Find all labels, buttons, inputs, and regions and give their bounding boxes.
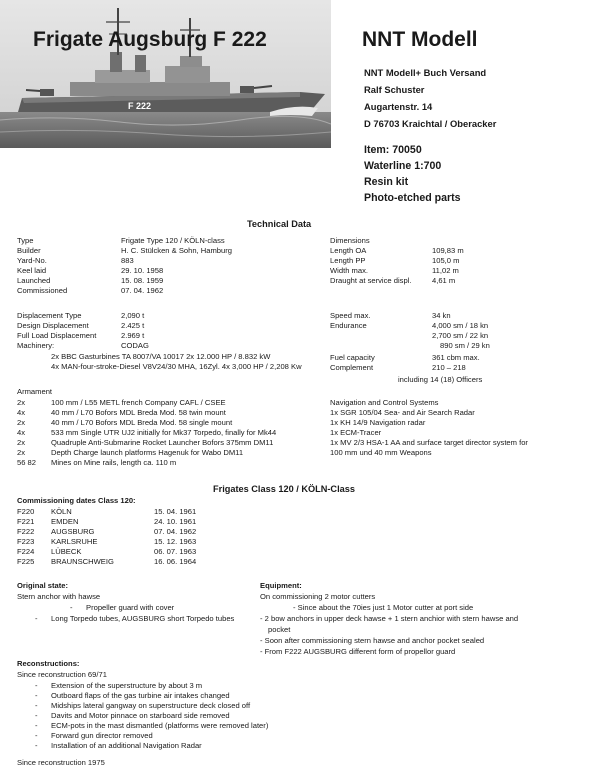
- fuel-label: Complement: [330, 363, 374, 372]
- item-material: Resin kit: [364, 176, 409, 188]
- reconstruction-dashes: [35, 681, 38, 751]
- ship-name: BRAUNSCHWEIG: [51, 557, 114, 566]
- perf-value: 34 kn: [432, 311, 451, 320]
- reconstruction-since: Since reconstruction 1975: [17, 758, 105, 767]
- nav-item: 100 mm und 40 mm Weapons: [330, 448, 432, 457]
- equipment-line: - Soon after commissioning stern hawse and anchor pocket sealed: [260, 636, 485, 645]
- address-line: NNT Modell+ Buch Versand: [364, 67, 487, 78]
- reconstruction-item: ECM-pots in the mast dismantled (platforms were removed later): [51, 721, 269, 730]
- perf-value: 2,700 sm / 22 kn: [432, 331, 489, 340]
- general-values: [121, 236, 232, 296]
- ship-name: EMDEN: [51, 517, 79, 526]
- fuel-values: [432, 353, 480, 373]
- armament-desc: 40 mm / L70 Bofors MDL Breda Mod. 58 single mount: [51, 418, 233, 427]
- armament-counts: [17, 398, 36, 468]
- performance-values: [432, 311, 490, 351]
- equipment-text: 2 bow anchors in upper deck hawse + 1 stern anchior with stern hawse and: [264, 614, 519, 623]
- ship-id: F220: [17, 507, 35, 516]
- address-line: Ralf Schuster: [364, 84, 425, 95]
- spec-value: 29. 10. 1958: [121, 266, 164, 275]
- perf-label: Speed max.: [330, 311, 371, 320]
- dim-value: 105,0 m: [432, 256, 460, 265]
- disp-label: Displacement Type: [17, 311, 82, 320]
- original-line: Stern anchor with hawse: [17, 592, 101, 601]
- ship-date: 07. 04. 1962: [154, 527, 197, 536]
- dimensions-values: [432, 246, 464, 286]
- ship-id: F224: [17, 547, 35, 556]
- armament-heading: Armament: [17, 387, 53, 396]
- spec-label: Keel laid: [17, 266, 47, 275]
- original-dash: -: [35, 614, 38, 623]
- perf-label: Endurance: [330, 321, 367, 330]
- spec-label: Commissioned: [17, 286, 68, 295]
- equipment-line: On commissioning 2 motor cutters: [260, 592, 376, 601]
- armament-desc: 100 mm / L55 METL french Company CAFL / CSEE: [51, 398, 226, 407]
- fuel-label: Fuel capacity: [330, 353, 375, 362]
- dash: -: [35, 701, 38, 710]
- dash: -: [35, 741, 38, 750]
- spec-value: 07. 04. 1962: [121, 286, 164, 295]
- disp-value: 2.425 t: [121, 321, 145, 330]
- ship-name: KARLSRUHE: [51, 537, 98, 546]
- original-state-heading: Original state:: [17, 581, 69, 590]
- fuel-value: 210 – 218: [432, 363, 466, 372]
- ship-date: 24. 10. 1961: [154, 517, 197, 526]
- reconstruction-item: Forward gun director removed: [51, 731, 153, 740]
- dim-label: Draught at service displ.: [330, 276, 412, 285]
- ship-id: F221: [17, 517, 35, 526]
- dim-value: 11,02 m: [432, 266, 459, 275]
- armament-desc: Depth Charge launch platforms Hagenuk for Wabo DM11: [51, 448, 244, 457]
- dim-value: 109,83 m: [432, 246, 464, 255]
- equipment-line: - From F222 AUGSBURG different form of propellor guard: [260, 647, 456, 656]
- perf-label: [330, 331, 371, 341]
- nav-heading: Navigation and Control Systems: [330, 398, 439, 407]
- ship-name: LÜBECK: [51, 547, 82, 556]
- original-line: Propeller guard with cover: [86, 603, 175, 612]
- brand-name: NNT Modell: [362, 28, 478, 51]
- section-heading-technical: Technical Data: [247, 219, 312, 229]
- armament-count: 2x: [17, 438, 26, 447]
- ship-id: F222: [17, 527, 35, 536]
- equipment-heading: Equipment:: [260, 581, 302, 590]
- dimensions-heading: Dimensions: [330, 236, 370, 245]
- original-dash: -: [70, 603, 73, 612]
- reconstruction-item: Davits and Motor pinnace on starboard side removed: [51, 711, 230, 720]
- equipment-line: pocket: [268, 625, 291, 634]
- reconstruction-item: Outboard flaps of the gas turbine air intakes changed: [51, 691, 230, 700]
- ship-name: KÖLN: [51, 507, 72, 516]
- fuel-labels: [330, 353, 375, 373]
- perf-value: 890 sm / 29 kn: [440, 341, 490, 350]
- reconstruction-items: [51, 681, 268, 751]
- armament-count: 2x: [17, 448, 26, 457]
- machinery-line: 2x BBC Gasturbines TA 8007/VA 10017 2x 12.000 HP / 8.832 kW: [51, 352, 271, 361]
- nav-item: 1x SGR 105/04 Sea- and Air Search Radar: [330, 408, 475, 417]
- commissioning-heading: Commissioning dates Class 120:: [17, 496, 136, 505]
- fuel-value: 361 cbm max.: [432, 353, 480, 362]
- performance-labels: [330, 311, 371, 351]
- spec-label: Builder: [17, 246, 41, 255]
- armament-count: 2x: [17, 398, 26, 407]
- dash: -: [35, 731, 38, 740]
- dash: -: [35, 681, 38, 690]
- address-line: Augartenstr. 14: [364, 101, 433, 112]
- dash: -: [35, 711, 38, 720]
- machinery-line: 4x MAN-four-stroke-Diesel V8V24/30 MHA, 16Zyl. 4x 3,000 HP / 2,208 Kw: [51, 362, 302, 371]
- nav-item: 1x MV 2/3 HSA-1 AA and surface target director system for: [330, 438, 528, 447]
- ship-id: F225: [17, 557, 35, 566]
- armament-count: 56 82: [17, 458, 37, 467]
- dim-label: Length PP: [330, 256, 366, 265]
- ship-date: 06. 07. 1963: [154, 547, 197, 556]
- disp-label: Design Displacement: [17, 321, 89, 330]
- disp-label: Machinery:: [17, 341, 55, 350]
- ship-date: 15. 04. 1961: [154, 507, 197, 516]
- armament-count: 2x: [17, 418, 26, 427]
- ship-date: 16. 06. 1964: [154, 557, 197, 566]
- item-parts: Photo-etched parts: [364, 192, 461, 204]
- ship-id: F223: [17, 537, 35, 546]
- perf-value: 4,000 sm / 18 kn: [432, 321, 489, 330]
- reconstruction-since: Since reconstruction 69/71: [17, 670, 107, 679]
- nav-item: 1x ECM-Tracer: [330, 428, 382, 437]
- disp-label: Full Load Displacement: [17, 331, 97, 340]
- armament-desc: 40 mm / L70 Bofors MDL Breda Mod. 58 twin mount: [51, 408, 226, 417]
- nav-item: 1x KH 14/9 Navigation radar: [330, 418, 426, 427]
- spec-value: 883: [121, 256, 134, 265]
- displacement-values: [121, 311, 149, 351]
- ship-photo: [0, 0, 331, 148]
- reconstruction-item: Midships lateral gangway on superstructure deck closed off: [51, 701, 251, 710]
- ship-name: AUGSBURG: [51, 527, 95, 536]
- machinery-lines: [51, 352, 302, 372]
- displacement-labels: [17, 311, 96, 351]
- dash: -: [35, 691, 38, 700]
- disp-value: 2,090 t: [121, 311, 145, 320]
- armament-desc: Mines on Mine rails, length ca. 110 m: [51, 458, 177, 467]
- spec-label: Type: [17, 236, 34, 245]
- equipment-line: - 2 bow anchors in upper deck hawse + 1 stern anchior with stern hawse and: [260, 614, 519, 623]
- spec-value: Frigate Type 120 / KÖLN-class: [121, 236, 225, 245]
- perf-label: [330, 341, 371, 351]
- disp-value: 2.969 t: [121, 331, 145, 340]
- armament-count: 4x: [17, 408, 26, 417]
- spec-label: Launched: [17, 276, 51, 285]
- equipment-text: Since about the 70ies just 1 Motor cutter at port side: [297, 603, 474, 612]
- armament-desc: Quadruple Anti-Submarine Rocket Launcher Bofors 375mm DM11: [51, 438, 274, 447]
- ship-names: [51, 507, 114, 567]
- armament-desc: 533 mm Single UTR UJ2 initially for Mk37 Torpedo, finally for Mk44: [51, 428, 277, 437]
- dim-label: Length OA: [330, 246, 367, 255]
- equipment-text: From F222 AUGSBURG different form of propellor guard: [264, 647, 456, 656]
- hull-number: F 222: [128, 101, 152, 111]
- spec-value: H. C. Stülcken & Sohn, Hamburg: [121, 246, 233, 255]
- spec-value: 15. 08. 1959: [121, 276, 164, 285]
- dash: -: [35, 721, 38, 730]
- navigation-systems: [330, 398, 528, 458]
- item-number: Item: 70050: [364, 144, 422, 156]
- reconstructions-heading: Reconstructions:: [17, 659, 80, 668]
- section-heading-class: Frigates Class 120 / KÖLN-Class: [213, 484, 355, 494]
- dim-value: 4,61 m: [432, 276, 456, 285]
- dim-label: Width max.: [330, 266, 368, 275]
- original-line: Long Torpedo tubes, AUGSBURG short Torpedo tubes: [51, 614, 235, 623]
- page-title: Frigate Augsburg F 222: [33, 28, 267, 51]
- ship-date: 15. 12. 1963: [154, 537, 197, 546]
- frigate-illustration: [0, 0, 331, 148]
- equipment-line: - Since about the 70ies just 1 Motor cutter at port side: [293, 603, 474, 612]
- address-line: D 76703 Kraichtal / Oberacker: [364, 118, 497, 129]
- spec-label: Yard-No.: [17, 256, 47, 265]
- dimensions-labels: [330, 236, 411, 286]
- item-scale: Waterline 1:700: [364, 160, 442, 172]
- disp-value: CODAG: [121, 341, 149, 350]
- equipment-text: Soon after commissioning stern hawse and anchor pocket sealed: [264, 636, 485, 645]
- armament-descriptions: [51, 398, 276, 468]
- officers-note: including 14 (18) Officers: [398, 375, 483, 384]
- general-labels: [17, 236, 67, 296]
- ship-dates: [154, 507, 196, 567]
- ship-ids: [17, 507, 34, 567]
- reconstruction-item: Extension of the superstructure by about 3 m: [51, 681, 203, 690]
- reconstruction-item: Installation of an additional Navigation Radar: [51, 741, 202, 750]
- armament-count: 4x: [17, 428, 26, 437]
